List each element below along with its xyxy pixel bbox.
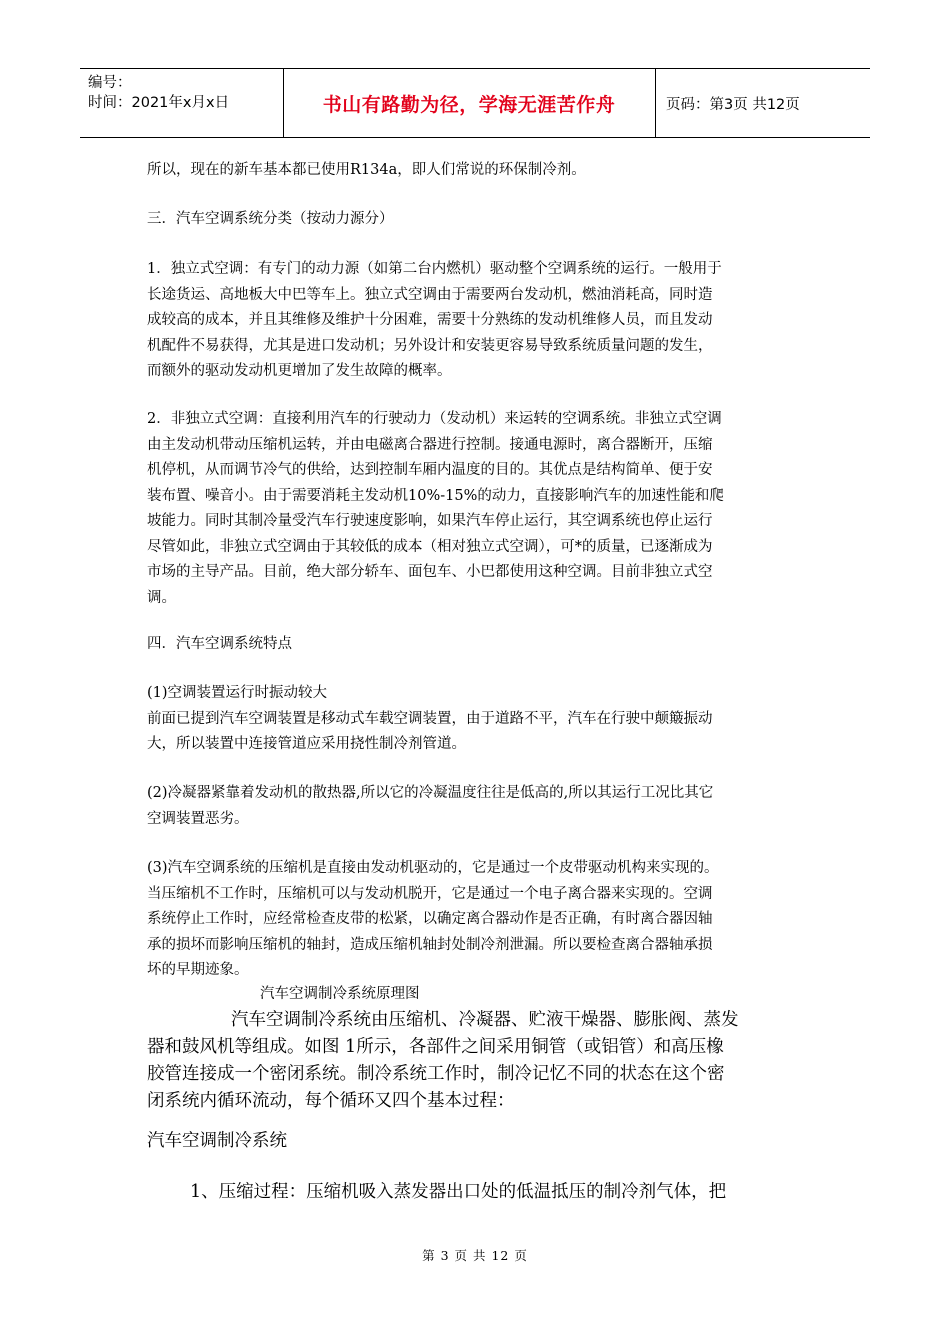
paragraph-dependent-ac	[147, 407, 724, 611]
paragraph-line: 汽车空调制冷系统由压缩机、冷凝器、贮液干燥器、膨胀阀、蒸发	[231, 1010, 739, 1030]
paragraph-line: 2．非独立式空调：直接利用汽车的行驶动力（发动机）来运转的空调系统。非独立式空调	[147, 411, 722, 427]
paragraph-line: 装布置、噪音小。由于需要消耗主发动机10%-15%的动力，直接影响汽车的加速性能和爬	[147, 487, 724, 504]
paragraph-line: 坡能力。同时其制冷量受汽车行驶速度影响，如果汽车停止运行，其空调系统也停止运行	[147, 513, 713, 529]
paragraph-line: 系统停止工作时，应经常检查皮带的松紧，以确定离合器动作是否正确，有时离合器因轴	[147, 911, 713, 927]
paragraph-line: 承的损坏而影响压缩机的轴封，造成压缩机轴封处制冷剂泄漏。所以要检查离合器轴承损	[147, 936, 713, 953]
paragraph-line: 机配件不易获得，尤其是进口发动机；另外设计和安装更容易导致系统质量问题的发生，	[147, 337, 713, 354]
section-title: 汽车空调制冷系统	[147, 1131, 287, 1151]
paragraph-line: (2)冷凝器紧靠着发动机的散热器,所以它的冷凝温度往往是低高的,所以其运行工况比其它	[147, 785, 714, 801]
paragraph-line: 调。	[147, 589, 176, 606]
paragraph-line: 空调装置恶劣。	[147, 810, 249, 827]
header-motto: 书山有路勤为径，学海无涯苦作舟	[322, 94, 616, 116]
header-meta	[88, 73, 229, 113]
paragraph-line: 器和鼓风机等组成。如图 1所示，各部件之间采用铜管（或铝管）和高压橡	[147, 1037, 724, 1057]
paragraph-line: 成较高的成本，并且其维修及维护十分困难，需要十分熟练的发动机维修人员，而且发动	[147, 312, 713, 328]
paragraph-line: (3)汽车空调系统的压缩机是直接由发动机驱动的，它是通过一个皮带驱动机构来实现的。	[147, 860, 719, 876]
step-1: 1、压缩过程：压缩机吸入蒸发器出口处的低温抵压的制冷剂气体，把	[190, 1182, 727, 1202]
paragraph-line: 胶管连接成一个密闭系统。制冷系统工作时，制冷记忆不同的状态在这个密	[147, 1064, 725, 1084]
intro-paragraph	[147, 1007, 739, 1115]
paragraph-line: 坏的早期迹象。	[147, 962, 249, 978]
paragraph-independent-ac	[147, 257, 722, 385]
feature-2	[147, 781, 713, 832]
paragraph-line: (1)空调装置运行时振动较大	[147, 685, 328, 701]
header-divider	[655, 69, 656, 137]
paragraph-line: 市场的主导产品。目前，绝大部分轿车、面包车、小巴都使用这种空调。目前非独立式空	[147, 564, 713, 580]
doc-id-label: 编号：	[88, 75, 132, 91]
paragraph-line: 尽管如此，非独立式空调由于其较低的成本（相对独立式空调），可*的质量，已逐渐成为	[147, 538, 713, 555]
figure-caption: 汽车空调制冷系统原理图	[260, 986, 420, 1002]
paragraph-line: 机停机，从而调节冷气的供给，达到控制车厢内温度的目的。其优点是结构简单、便于安	[147, 462, 713, 478]
feature-1	[147, 681, 713, 758]
page-info: 页码：第3页 共12页	[666, 97, 800, 113]
paragraph-line: 由主发动机带动压缩机运转，并由电磁离合器进行控制。接通电源时，离合器断开，压缩	[147, 436, 713, 453]
header-divider	[283, 69, 284, 137]
feature-3	[147, 856, 719, 984]
paragraph-line: 1．独立式空调：有专门的动力源（如第二台内燃机）驱动整个空调系统的运行。一般用于	[147, 261, 722, 277]
doc-time-label: 时间：2021年x月x日	[88, 95, 230, 111]
paragraph-line: 当压缩机不工作时，压缩机可以与发动机脱开，它是通过一个电子离合器来实现的。空调	[147, 885, 713, 902]
section-heading: 四．汽车空调系统特点	[147, 636, 292, 652]
paragraph-line: 长途货运、高地板大中巴等车上。独立式空调由于需要两台发动机，燃油消耗高，同时造	[147, 286, 713, 303]
paragraph-line: 大，所以装置中连接管道应采用挠性制冷剂管道。	[147, 736, 466, 752]
paragraph-line: 前面已提到汽车空调装置是移动式车载空调装置，由于道路不平，汽车在行驶中颠簸振动	[147, 710, 713, 727]
section-heading: 三．汽车空调系统分类（按动力源分）	[147, 211, 394, 227]
paragraph-line: 而额外的驱动发动机更增加了发生故障的概率。	[147, 363, 452, 379]
page-header	[80, 68, 870, 138]
page-footer: 第 3 页 共 12 页	[422, 1248, 528, 1263]
paragraph-line: 闭系统内循环流动，每个循环又四个基本过程：	[147, 1091, 515, 1111]
body-line: 所以，现在的新车基本都已使用R134a，即人们常说的环保制冷剂。	[147, 162, 586, 178]
